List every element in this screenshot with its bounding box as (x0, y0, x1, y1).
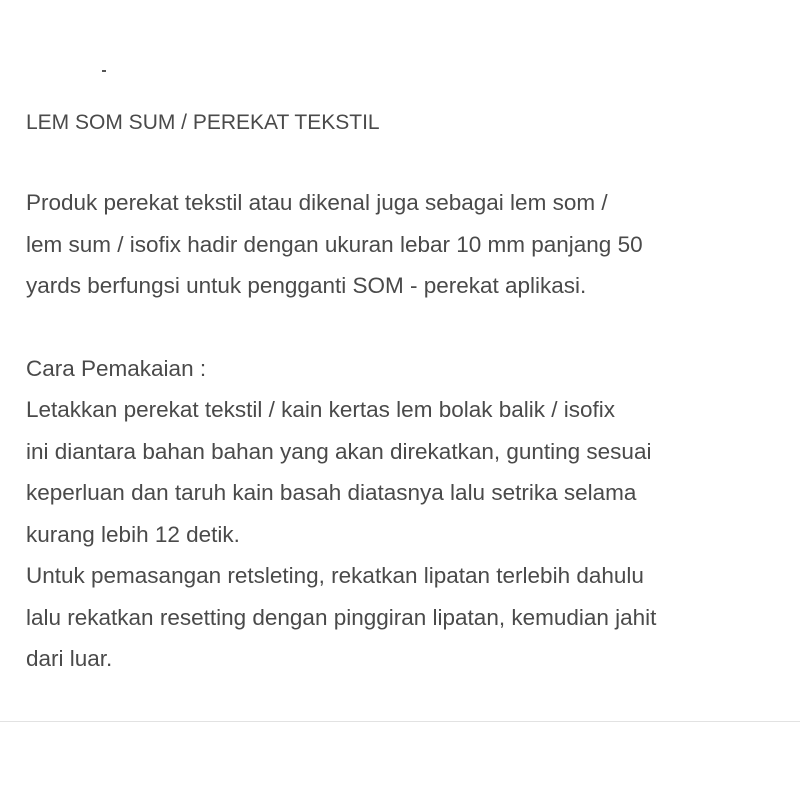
usage-line: Untuk pemasangan retsleting, rekatkan lipatan terlebih dahulu (26, 563, 644, 588)
usage-line: lalu rekatkan resetting dengan pinggiran lipatan, kemudian jahit (26, 604, 657, 630)
product-title: LEM SOM SUM / PEREKAT TEKSTIL (26, 111, 380, 134)
usage-line: ini diantara bahan bahan yang akan direkatkan, gunting sesuai (26, 438, 652, 464)
spacer (26, 307, 786, 348)
description-line: lem sum / isofix hadir dengan ukuran lebar 10 mm panjang 50 (26, 231, 643, 257)
description-paragraph (26, 182, 786, 307)
usage-line: keperluan dan taruh kain basah diatasnya lalu setrika selama (26, 480, 637, 505)
usage-line: dari luar. (26, 646, 113, 671)
bottom-divider (0, 721, 800, 722)
usage-section (26, 348, 786, 680)
description-line: Produk perekat tekstil atau dikenal juga sebagai lem som / (26, 190, 608, 215)
usage-heading: Cara Pemakaian : (26, 355, 207, 381)
usage-line: Letakkan perekat tekstil / kain kertas lem bolak balik / isofix (26, 397, 616, 422)
spacer (26, 141, 786, 182)
dash-mark (102, 70, 106, 72)
description-content (26, 105, 786, 680)
usage-line: kurang lebih 12 detik. (26, 521, 240, 547)
description-line: yards berfungsi untuk pengganti SOM - perekat aplikasi. (26, 273, 587, 298)
